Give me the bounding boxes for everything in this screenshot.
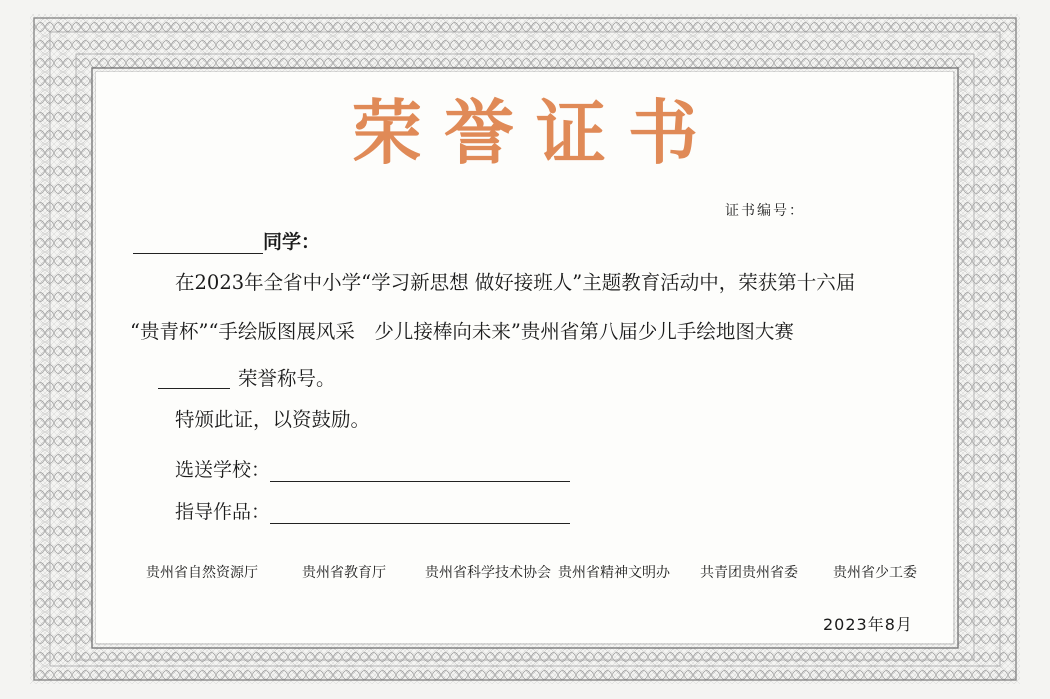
school-label: 选送学校： [175,459,271,481]
issue-date: 2023年8月 [823,615,913,634]
issuer-education: 贵州省教育厅 [302,565,386,581]
honor-title-blank [158,388,230,389]
body-line-1: 在2023年全省中小学“学习新思想 做好接班人”主题教育活动中，荣获第十六届 [175,271,856,294]
work-field [175,497,570,524]
body-line-3 [158,369,336,389]
school-blank [270,481,570,482]
school-field [175,455,570,482]
issuer-young-pioneers: 贵州省少工委 [833,565,917,581]
certificate-number-label: 证书编号： [725,203,805,219]
issuer-natural-resources: 贵州省自然资源厅 [146,565,258,581]
work-blank [270,523,570,524]
work-label: 指导作品： [175,501,271,523]
recipient-line [133,228,320,254]
recipient-suffix: 同学： [263,231,321,253]
body-line-2: “贵青杯”“手绘版图展风采 少儿接棒向未来”贵州省第八届少儿手绘地图大赛 [130,320,794,343]
issuer-civilization-office: 贵州省精神文明办 [558,565,670,581]
body-line-4: 特颁此证，以资鼓励。 [175,408,371,431]
honor-title-text: 荣誉称号。 [238,367,336,390]
issuer-youth-league: 共青团贵州省委 [700,565,798,581]
issuer-science-association: 贵州省科学技术协会 [425,565,551,581]
recipient-name-blank [133,253,263,254]
certificate-title: 荣誉证书 [352,91,720,174]
